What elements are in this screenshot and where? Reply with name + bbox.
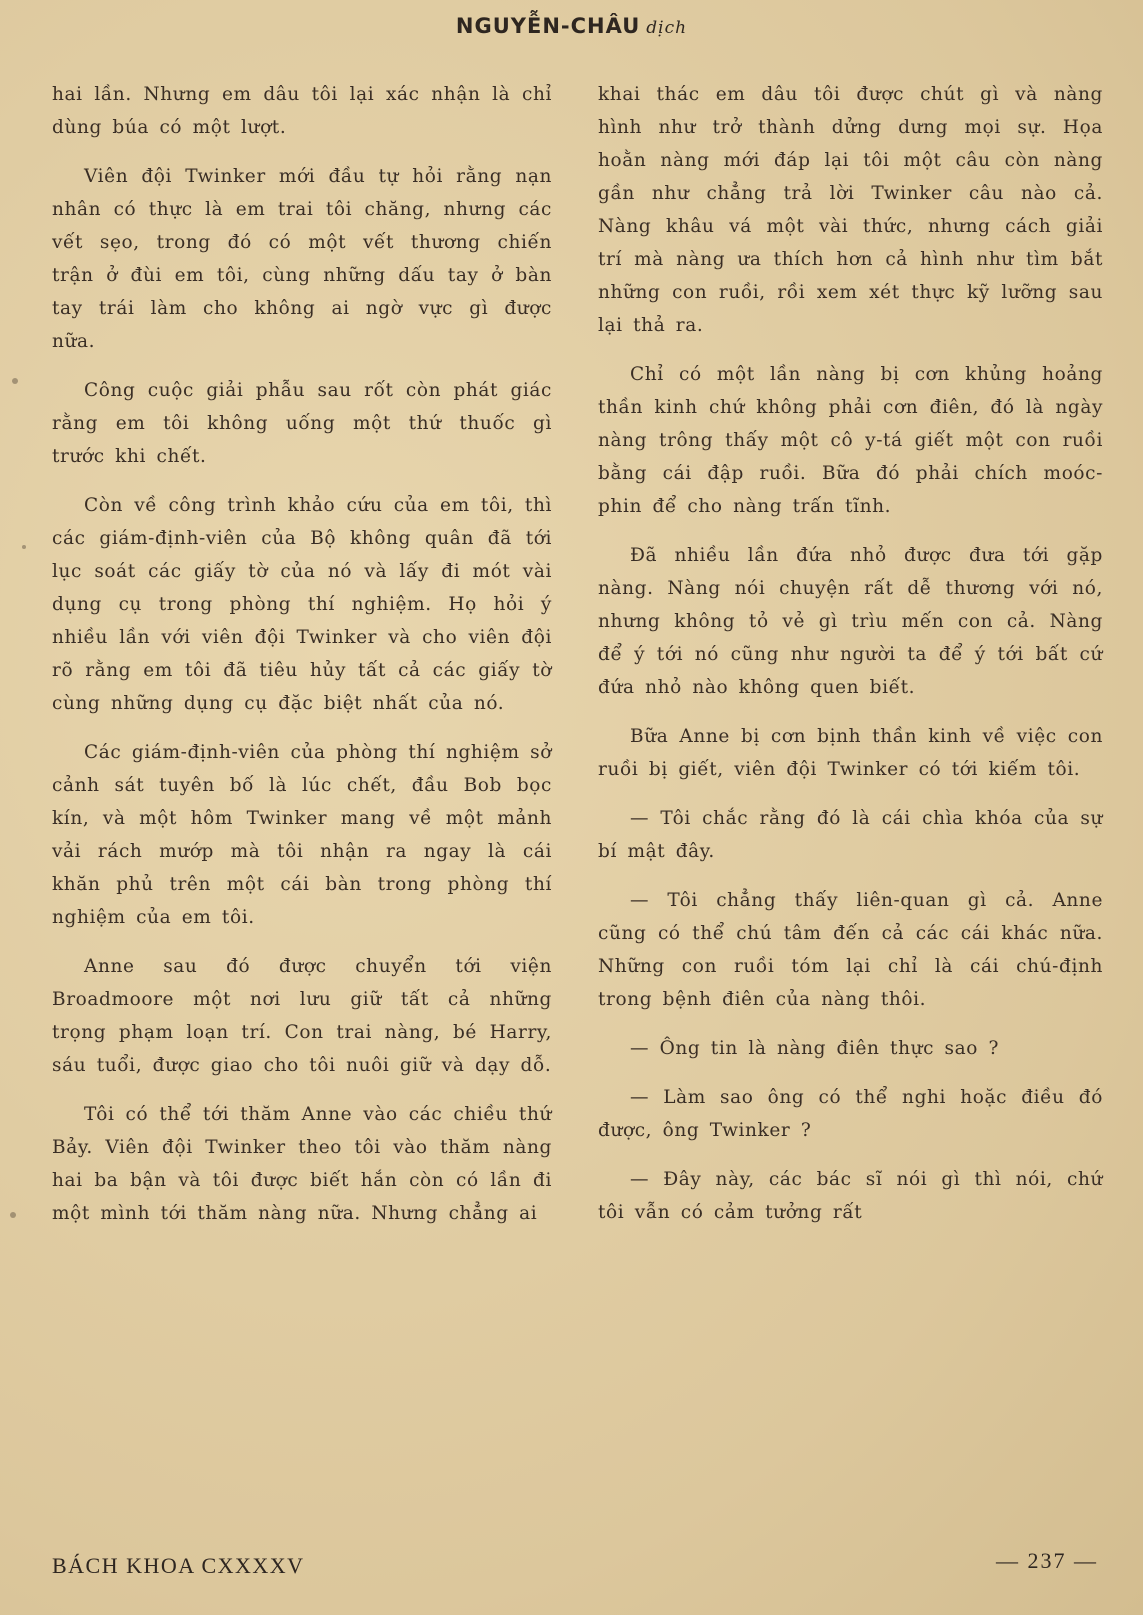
paragraph: Đã nhiều lần đứa nhỏ được đưa tới gặp nàng. Nàng nói chuyện rất dễ thương với nó, nhưng không tỏ vẻ gì trìu mến con cả. Nàng để ý tới nó cũng như người ta để ý tới bất cứ đứa nhỏ nào không quen biết.: [598, 545, 1103, 698]
paragraph: Chỉ có một lần nàng bị cơn khủng hoảng thần kinh chứ không phải cơn điên, đó là ngày nàng trông thấy một cô y-tá giết một con ruồi bằng cái đập ruồi. Bữa đó phải chích moóc-phin để cho nàng trấn tĩnh.: [598, 364, 1103, 517]
left-text-column: [52, 78, 552, 1246]
print-speck: [10, 1212, 16, 1218]
paragraph: — Tôi chẳng thấy liên-quan gì cả. Anne cũng có thể chú tâm đến cả các cái khác nữa. Những con ruồi tóm lại chỉ là cái chú-định trong bệnh điên của nàng thôi.: [598, 890, 1103, 1010]
paragraph: Còn về công trình khảo cứu của em tôi, thì các giám-định-viên của Bộ không quân đã tới lục soát các giấy tờ của nó và lấy đi mót vài dụng cụ trong phòng thí nghiệm. Họ hỏi ý nhiều lần với viên đội Twinker và cho viên đội rõ rằng em tôi đã tiêu hủy tất cả các giấy tờ cùng những dụng cụ đặc biệt nhất của nó.: [52, 495, 552, 714]
paragraph: Viên đội Twinker mới đầu tự hỏi rằng nạn nhân có thực là em trai tôi chăng, nhưng các vết sẹo, trong đó có một vết thương chiến trận ở đùi em tôi, cùng những dấu tay ở bàn tay trái làm cho không ai ngờ vực gì được nữa.: [52, 166, 552, 352]
paragraph: khai thác em dâu tôi được chút gì và nàng hình như trở thành dửng dưng mọi sự. Họa hoằn nàng mới đáp lại tôi một câu còn nàng gần như chẳng trả lời Twinker câu nào cả. Nàng khâu vá một vài thức, nhưng cách giải trí mà nàng ưa thích hơn cả hình như tìm bắt những con ruồi, rồi xem xét thực kỹ lưỡng sau lại thả ra.: [598, 84, 1103, 336]
translator-role: dịch: [646, 18, 688, 38]
paragraph: — Tôi chắc rằng đó là cái chìa khóa của sự bí mật đây.: [598, 808, 1103, 862]
paragraph: — Đây này, các bác sĩ nói gì thì nói, chứ tôi vẫn có cảm tưởng rất: [598, 1169, 1103, 1223]
paragraph: Tôi có thể tới thăm Anne vào các chiều thứ Bảy. Viên đội Twinker theo tôi vào thăm nàng hai ba bận và tôi được biết hắn còn có lần đi một mình tới thăm nàng nữa. Nhưng chẳng ai: [52, 1104, 552, 1224]
paragraph: Anne sau đó được chuyển tới viện Broadmoore một nơi lưu giữ tất cả những trọng phạm loạn trí. Con trai nàng, bé Harry, sáu tuổi, được giao cho tôi nuôi giữ và dạy dỗ.: [52, 956, 552, 1076]
publication-footer: BÁCH KHOA CXXXXV: [52, 1553, 305, 1578]
paragraph: Các giám-định-viên của phòng thí nghiệm sở cảnh sát tuyên bố là lúc chết, đầu Bob bọc kín, và một hôm Twinker mang về một mảnh vải rách mướp mà tôi nhận ra ngay là cái khăn phủ trên một cái bàn trong phòng thí nghiệm của em tôi.: [52, 742, 552, 928]
paragraph: hai lần. Nhưng em dâu tôi lại xác nhận là chỉ dùng búa có một lượt.: [52, 84, 552, 138]
paragraph: Công cuộc giải phẫu sau rốt còn phát giác rằng em tôi không uống một thứ thuốc gì trước khi chết.: [52, 380, 552, 467]
page-header: [0, 14, 1143, 38]
translator-name: NGUYỄN-CHÂU: [455, 14, 641, 38]
paragraph: — Ông tin là nàng điên thực sao ?: [630, 1038, 1000, 1059]
paragraph: — Làm sao ông có thể nghi hoặc điều đó được, ông Twinker ?: [598, 1087, 1103, 1141]
page-number: — 237 —: [996, 1548, 1098, 1573]
print-speck: [22, 545, 26, 549]
print-speck: [12, 378, 18, 384]
paragraph: Bữa Anne bị cơn bịnh thần kinh về việc con ruồi bị giết, viên đội Twinker có tới kiếm tôi.: [598, 726, 1103, 780]
right-text-column: [598, 78, 1103, 1245]
